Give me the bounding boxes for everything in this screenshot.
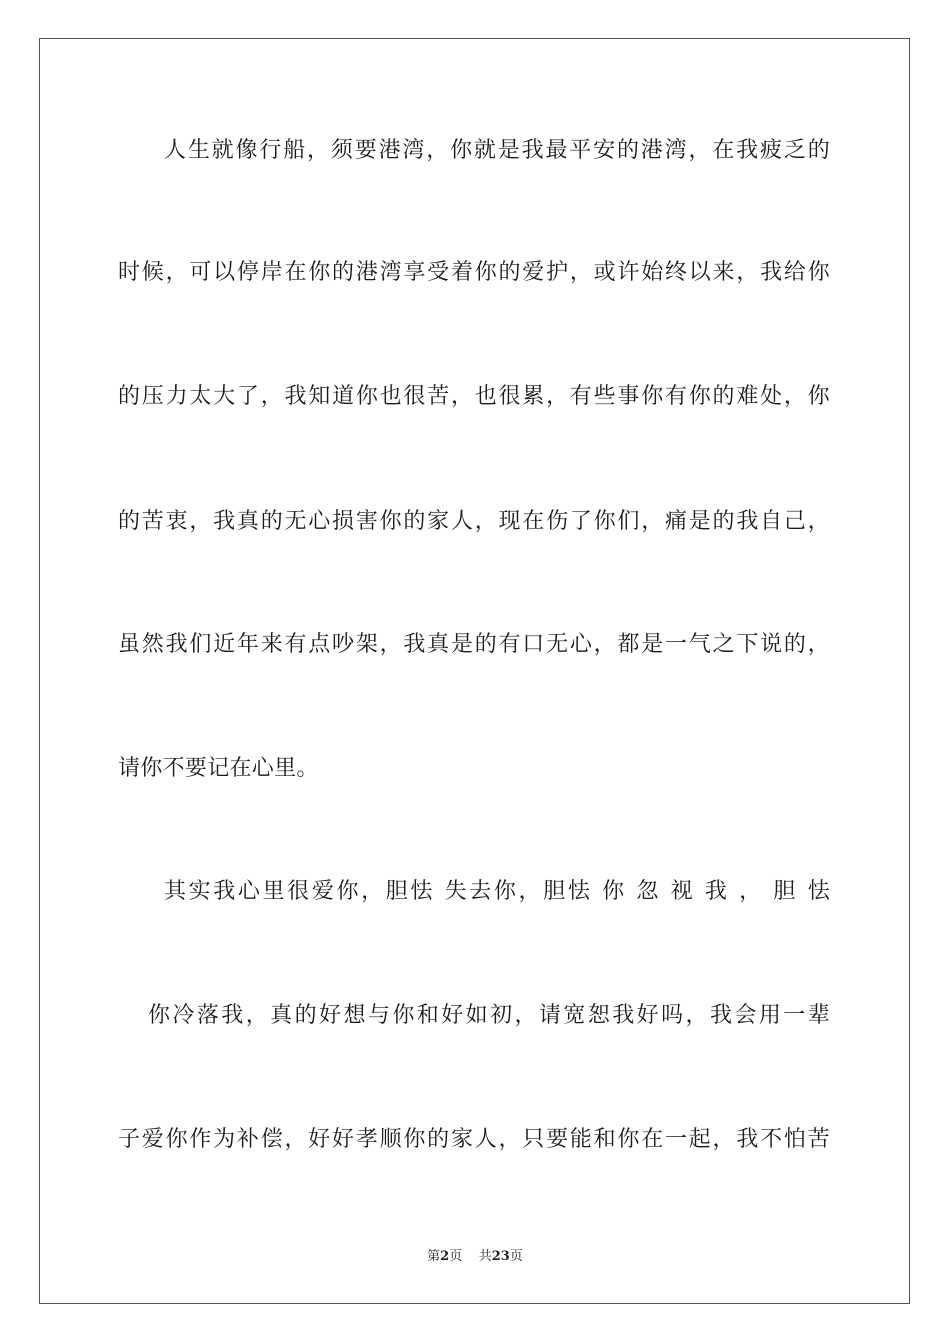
footer-total-prefix: 共 bbox=[478, 1249, 492, 1264]
paragraph-line-1: 人生就像行船，须要港湾，你就是我最平安的港湾，在我疲乏的 bbox=[164, 138, 830, 163]
paragraph-line-6: 请你不要记在心里。 bbox=[118, 756, 319, 781]
paragraph-line-8: 你冷落我，真的好想与你和好如初，请宽恕我好吗，我会用一辈 bbox=[148, 1003, 830, 1028]
paragraph-line-7: 其实我心里很爱你，胆怯 失去你，胆怯 你 忽 视 我 ， 胆 怯 bbox=[164, 879, 830, 904]
paragraph-line-5: 虽然我们近年来有点吵架，我真是的有口无心，都是一气之下说的， bbox=[118, 632, 830, 657]
paragraph-line-3: 的压力太大了，我知道你也很苦，也很累，有些事你有你的难处，你 bbox=[118, 384, 830, 409]
footer-total-pages: 23 bbox=[491, 1249, 510, 1264]
footer-prefix: 第 bbox=[427, 1249, 441, 1264]
page-footer bbox=[0, 1248, 950, 1266]
paragraph-line-4: 的苦衷，我真的无心损害你的家人，现在伤了你们，痛是的我自己， bbox=[118, 509, 830, 534]
footer-page-number: 2 bbox=[440, 1249, 450, 1264]
page-border bbox=[39, 38, 910, 1304]
paragraph-line-9: 子爱你作为补偿，好好孝顺你的家人，只要能和你在一起，我不怕苦 bbox=[118, 1127, 830, 1152]
footer-page-suffix: 页 bbox=[449, 1249, 463, 1264]
footer-total-suffix: 页 bbox=[509, 1249, 523, 1264]
paragraph-line-2: 时候，可以停岸在你的港湾享受着你的爱护，或许始终以来，我给你 bbox=[118, 260, 830, 285]
